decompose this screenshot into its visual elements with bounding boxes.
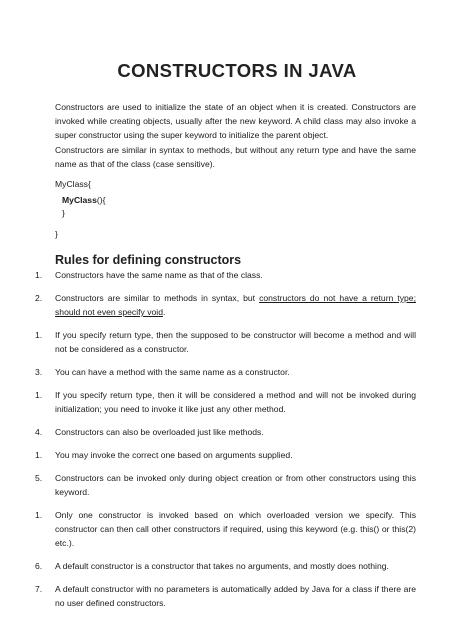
list-text-lead: Constructors are similar to methods in syntax, but [55, 293, 260, 303]
list-text: A default constructor with no parameters is automatically added by Java for a class if there are no user defined constructors. [55, 584, 416, 608]
page-title: CONSTRUCTORS IN JAVA [117, 60, 357, 81]
code-constructor-name: MyClass [62, 195, 97, 205]
list-number: 1. [35, 390, 43, 400]
intro-paragraph: Constructors are used to initialize the state of an object when it is created. Constructors are invoked while creating objects, usually after the new keyword. A child class may also invoke a super constructor using the super keyword to initialize the parent object. [55, 102, 416, 140]
list-item [35, 582, 416, 610]
list-number: 1. [35, 510, 43, 520]
list-text: Constructors can be invoked only during object creation or from other constructors using this keyword. [55, 473, 416, 497]
section-heading: Rules for defining constructors [55, 253, 242, 267]
list-item [35, 471, 416, 499]
list-item [35, 448, 416, 462]
list-item [35, 388, 416, 416]
list-number: 4. [35, 427, 43, 437]
list-item [35, 365, 416, 379]
underlined-text: constructors do not have a return type; should not even specify void [55, 293, 416, 317]
list-text: Constructors can also be overloaded just like methods. [55, 427, 264, 437]
list-number: 3. [35, 367, 43, 377]
syntax-paragraph: Constructors are similar in syntax to methods, but without any return type and have the same name as that of the class (case sensitive). [55, 145, 416, 169]
list-item [35, 328, 416, 356]
list-text: Constructors have the same name as that of the class. [55, 270, 263, 280]
code-line-inner-close: } [62, 208, 65, 218]
rules-list [35, 268, 416, 619]
code-line-constructor [62, 193, 105, 207]
list-text: A default constructor is a constructor that takes no arguments, and mostly does nothing. [55, 561, 389, 571]
list-number: 5. [35, 473, 43, 483]
list-item [35, 508, 416, 550]
list-item [35, 425, 416, 439]
list-item [35, 291, 416, 319]
list-text: Only one constructor is invoked based on which overloaded version we specify. This constructor can then call other constructors if required, using this keyword (e.g. this() or this(2) etc.). [55, 510, 416, 548]
list-number: 2. [35, 293, 43, 303]
list-number: 1. [35, 450, 43, 460]
list-text: If you specify return type, then the supposed to be constructor will become a method and will not be considered as a constructor. [55, 330, 416, 354]
list-item [35, 268, 416, 282]
code-constructor-parens: (){ [96, 195, 106, 205]
list-text: If you specify return type, then it will be considered a method and will not be invoked during initialization; you need to invoke it like just any other method. [55, 390, 416, 414]
list-text: You can have a method with the same name as a constructor. [55, 367, 290, 377]
list-number: 7. [35, 584, 43, 594]
code-line-outer-close: } [55, 229, 58, 239]
list-number: 6. [35, 561, 43, 571]
list-text [55, 291, 416, 319]
code-line-class: MyClass{ [55, 179, 91, 189]
list-number: 1. [35, 330, 43, 340]
list-item [35, 559, 416, 573]
list-text-tail: . [162, 307, 166, 317]
list-text: You may invoke the correct one based on arguments supplied. [55, 450, 293, 460]
list-number: 1. [35, 270, 43, 280]
